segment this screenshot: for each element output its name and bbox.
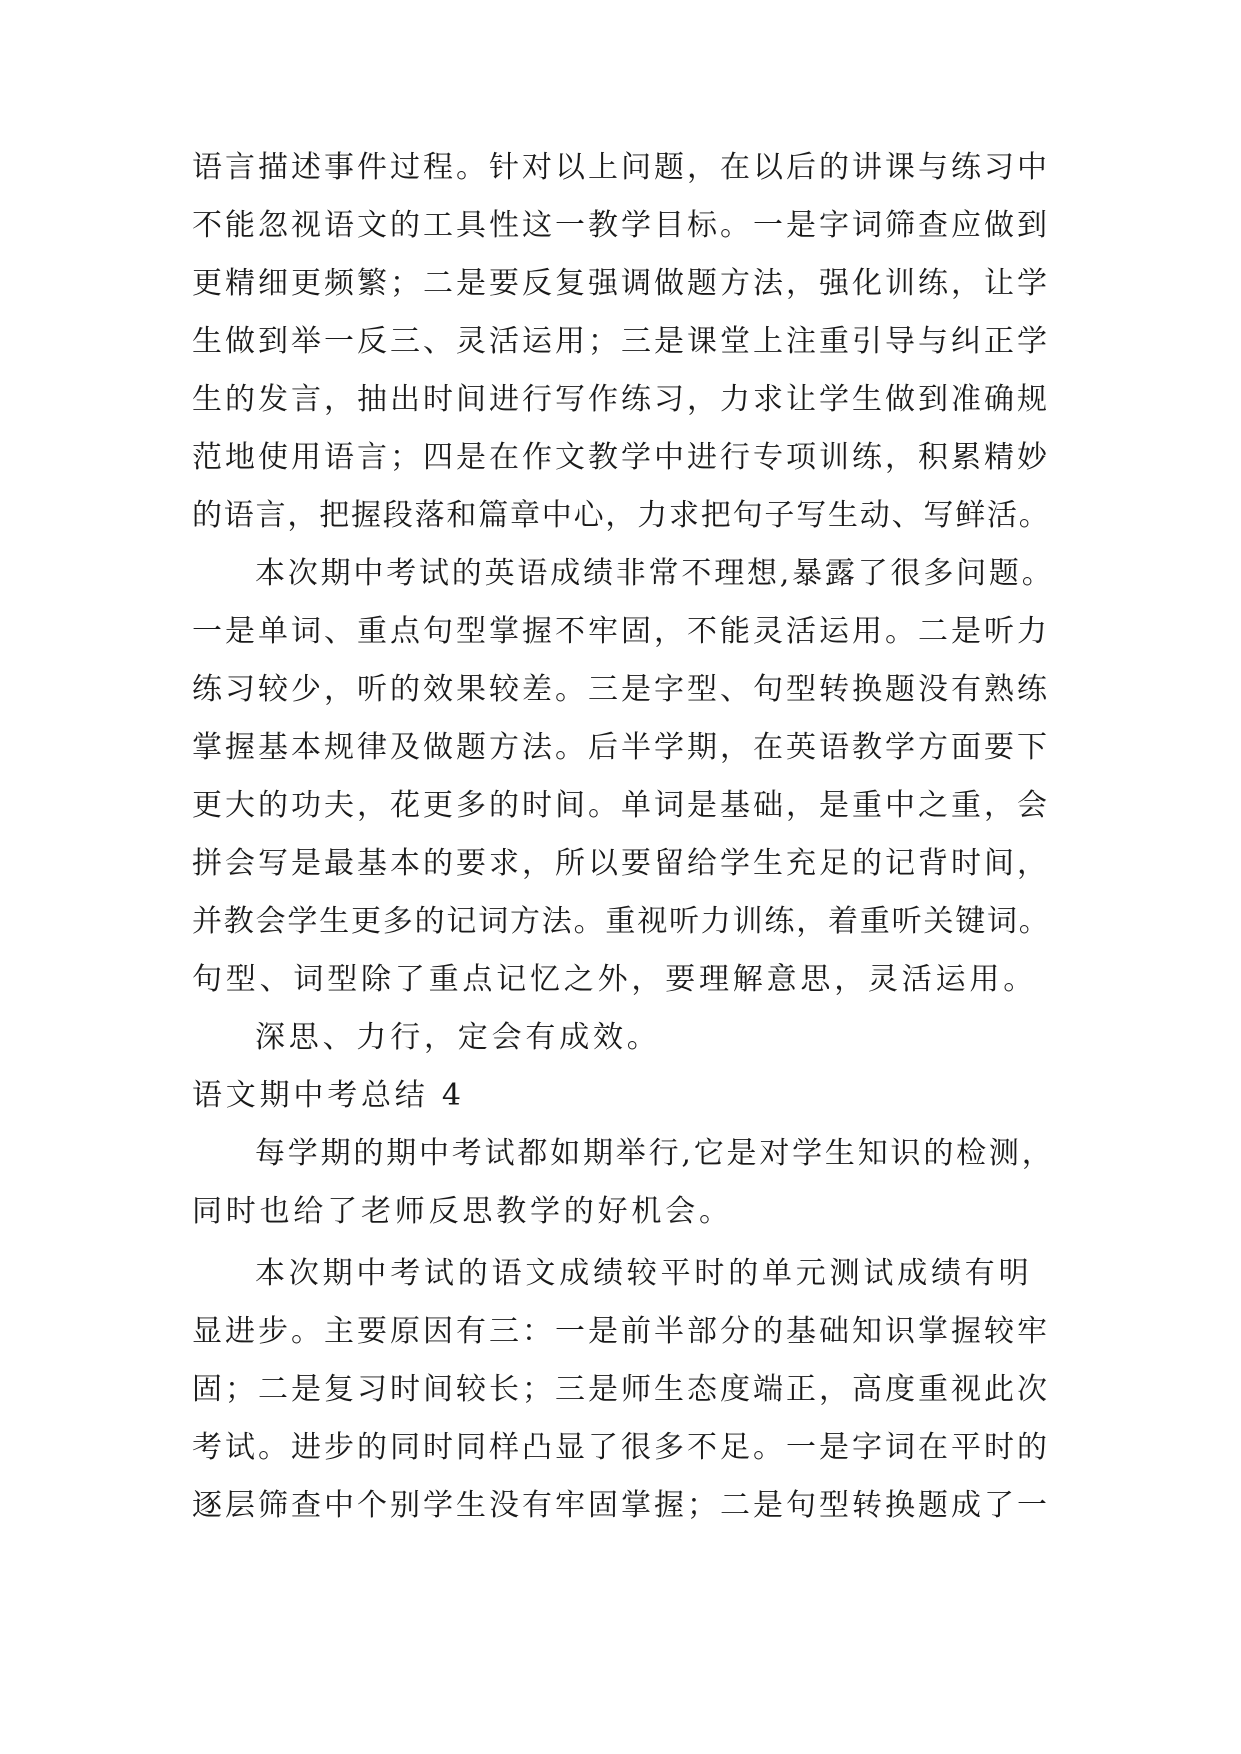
paragraph-first-line: 本次期中考试的英语成绩非常不理想,暴露了很多问题。 — [255, 556, 1055, 591]
text-line: 拼会写是最基本的要求，所以要留给学生充足的记背时间， — [192, 846, 1050, 881]
text-line: 并教会学生更多的记词方法。重视听力训练，着重听关键词。 — [192, 904, 1051, 939]
text-line: 逐层筛查中个别学生没有牢固掌握；二是句型转换题成了一 — [192, 1488, 1050, 1523]
text-line: 考试。进步的同时同样凸显了很多不足。一是字词在平时的 — [192, 1430, 1050, 1465]
text-line: 的语言，把握段落和篇章中心，力求把句子写生动、写鲜活。 — [192, 498, 1051, 533]
text-line: 不能忽视语文的工具性这一教学目标。一是字词筛查应做到 — [192, 208, 1050, 243]
text-line: 更精细更频繁；二是要反复强调做题方法，强化训练，让学 — [192, 266, 1050, 301]
paragraph-first-line: 每学期的期中考试都如期举行,它是对学生知识的检测， — [255, 1136, 1055, 1171]
text-line: 一是单词、重点句型掌握不牢固，不能灵活运用。二是听力 — [192, 614, 1050, 649]
text-line: 句型、词型除了重点记忆之外，要理解意思，灵活运用。 — [192, 962, 1037, 997]
text-line: 语言描述事件过程。针对以上问题，在以后的讲课与练习中 — [192, 150, 1050, 185]
text-line: 生做到举一反三、灵活运用；三是课堂上注重引导与纠正学 — [192, 324, 1050, 359]
text-line: 显进步。主要原因有三：一是前半部分的基础知识掌握较牢 — [192, 1314, 1050, 1349]
text-line: 练习较少，听的效果较差。三是字型、句型转换题没有熟练 — [192, 672, 1050, 707]
text-line: 同时也给了老师反思教学的好机会。 — [192, 1194, 733, 1229]
text-line: 生的发言，抽出时间进行写作练习，力求让学生做到准确规 — [192, 382, 1050, 417]
text-line: 固；二是复习时间较长；三是师生态度端正，高度重视此次 — [192, 1372, 1050, 1407]
text-line: 范地使用语言；四是在作文教学中进行专项训练，积累精妙 — [192, 440, 1050, 475]
paragraph-first-line: 深思、力行，定会有成效。 — [255, 1020, 661, 1055]
text-line: 更大的功夫，花更多的时间。单词是基础，是重中之重，会 — [192, 788, 1050, 823]
paragraph-first-line: 本次期中考试的语文成绩较平时的单元测试成绩有明 — [255, 1256, 1033, 1291]
section-heading: 语文期中考总结 4 — [192, 1078, 465, 1113]
text-line: 掌握基本规律及做题方法。后半学期，在英语教学方面要下 — [192, 730, 1050, 765]
